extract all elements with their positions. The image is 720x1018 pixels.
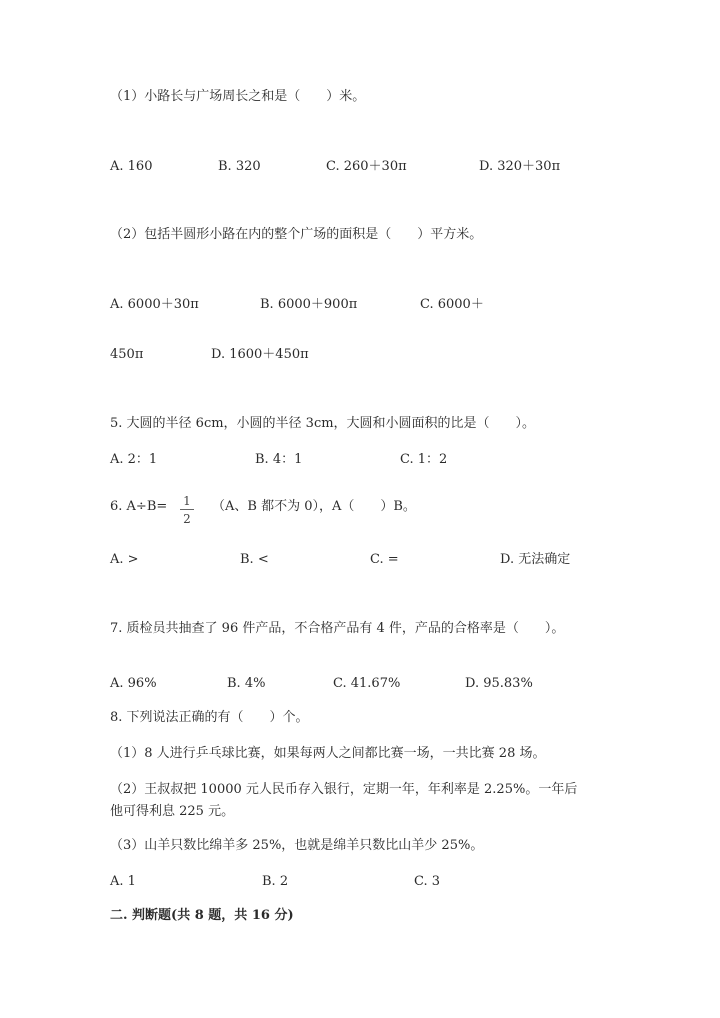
q6-fraction-denominator: 2: [183, 512, 191, 526]
q5-option-b: B. 4：1: [255, 452, 303, 467]
q4-sub1-option-a: A. 160: [110, 159, 153, 174]
q4-sub1-option-d: D. 320＋30π: [479, 159, 561, 174]
q6-fraction-bar: [180, 509, 194, 510]
q7-option-d: D. 95.83%: [465, 676, 533, 691]
q6-option-b: B. <: [240, 552, 269, 567]
q4-sub2-option-c-part1: C. 6000＋: [420, 297, 484, 312]
q4-sub2-option-c-part2: 450π: [110, 347, 144, 362]
q6-option-c: C. =: [370, 552, 399, 567]
q8-option-b: B. 2: [262, 874, 289, 889]
q7-stem: 7. 质检员共抽查了 96 件产品，不合格产品有 4 件，产品的合格率是（ ）。: [110, 621, 565, 636]
q8-statement-2-line2: 他可得利息 225 元。: [110, 804, 235, 819]
q7-option-b: B. 4%: [227, 676, 266, 691]
q4-sub1-stem: （1）小路长与广场周长之和是（ ）米。: [110, 89, 366, 104]
q6-stem-prefix: 6. A÷B=: [110, 499, 168, 514]
q8-statement-2-line1: （2）王叔叔把 10000 元人民币存入银行，定期一年，年利率是 2.25%。一年后: [110, 782, 578, 797]
q6-stem-suffix: （A、B 都不为 0），A（ ）B。: [212, 499, 416, 514]
q8-stem: 8. 下列说法正确的有（ ）个。: [110, 710, 309, 725]
q7-option-a: A. 96%: [110, 676, 157, 691]
q5-stem: 5. 大圆的半径 6cm，小圆的半径 3cm，大圆和小圆面积的比是（ ）。: [110, 416, 536, 431]
q6-fraction: [180, 494, 194, 526]
q7-option-c: C. 41.67%: [333, 676, 401, 691]
section-2-heading: 二. 判断题(共 8 题，共 16 分): [110, 908, 294, 923]
q8-option-c: C. 3: [414, 874, 441, 889]
q4-sub1-option-b: B. 320: [218, 159, 261, 174]
q6-option-d: D. 无法确定: [500, 552, 571, 567]
q4-sub2-option-b: B. 6000＋900π: [260, 297, 358, 312]
q5-option-c: C. 1：2: [400, 452, 448, 467]
q4-sub2-option-a: A. 6000＋30π: [110, 297, 199, 312]
q8-statement-1: （1）8 人进行乒乓球比赛，如果每两人之间都比赛一场，一共比赛 28 场。: [110, 746, 546, 761]
q5-option-a: A. 2：1: [110, 452, 158, 467]
q4-sub2-stem: （2）包括半圆形小路在内的整个广场的面积是（ ）平方米。: [110, 227, 483, 242]
q6-fraction-numerator: 1: [183, 494, 191, 508]
q4-sub1-option-c: C. 260＋30π: [326, 159, 407, 174]
q6-option-a: A. >: [110, 552, 139, 567]
q8-statement-3: （3）山羊只数比绵羊多 25%，也就是绵羊只数比山羊少 25%。: [110, 838, 484, 853]
q4-sub2-option-d: D. 1600＋450π: [211, 347, 309, 362]
q8-option-a: A. 1: [110, 874, 136, 889]
